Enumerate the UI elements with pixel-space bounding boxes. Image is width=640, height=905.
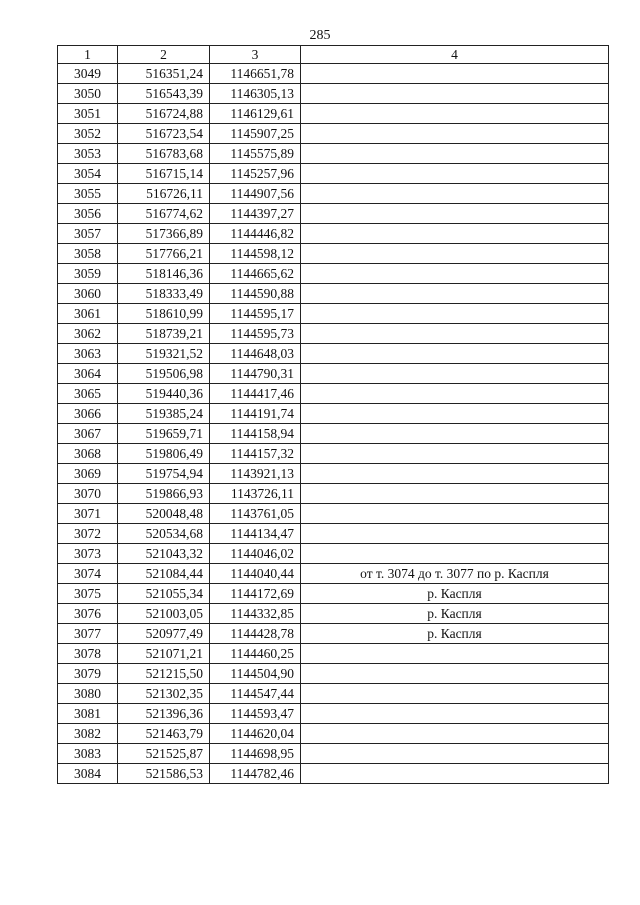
y-coordinate-cell: 1144428,78 bbox=[210, 624, 301, 644]
x-coordinate-cell: 516774,62 bbox=[118, 204, 210, 224]
x-coordinate-cell: 516543,39 bbox=[118, 84, 210, 104]
note-cell bbox=[301, 524, 609, 544]
x-coordinate-cell: 516351,24 bbox=[118, 64, 210, 84]
table-row bbox=[58, 284, 609, 304]
point-number-cell: 3074 bbox=[58, 564, 118, 584]
table-row bbox=[58, 584, 609, 604]
point-number-cell: 3052 bbox=[58, 124, 118, 144]
table-row bbox=[58, 144, 609, 164]
table-row bbox=[58, 124, 609, 144]
x-coordinate-cell: 519806,49 bbox=[118, 444, 210, 464]
table-row bbox=[58, 444, 609, 464]
y-coordinate-cell: 1144046,02 bbox=[210, 544, 301, 564]
table-row bbox=[58, 204, 609, 224]
x-coordinate-cell: 518610,99 bbox=[118, 304, 210, 324]
note-cell: р. Каспля bbox=[301, 584, 609, 604]
table-row bbox=[58, 464, 609, 484]
y-coordinate-cell: 1144598,12 bbox=[210, 244, 301, 264]
note-cell bbox=[301, 684, 609, 704]
y-coordinate-cell: 1144157,32 bbox=[210, 444, 301, 464]
point-number-cell: 3073 bbox=[58, 544, 118, 564]
x-coordinate-cell: 519866,93 bbox=[118, 484, 210, 504]
point-number-cell: 3053 bbox=[58, 144, 118, 164]
x-coordinate-cell: 521525,87 bbox=[118, 744, 210, 764]
y-coordinate-cell: 1143726,11 bbox=[210, 484, 301, 504]
y-coordinate-cell: 1144460,25 bbox=[210, 644, 301, 664]
x-coordinate-cell: 516723,54 bbox=[118, 124, 210, 144]
x-coordinate-cell: 521043,32 bbox=[118, 544, 210, 564]
table-row bbox=[58, 344, 609, 364]
point-number-cell: 3080 bbox=[58, 684, 118, 704]
point-number-cell: 3050 bbox=[58, 84, 118, 104]
point-number-cell: 3060 bbox=[58, 284, 118, 304]
y-coordinate-cell: 1144504,90 bbox=[210, 664, 301, 684]
y-coordinate-cell: 1146651,78 bbox=[210, 64, 301, 84]
note-cell bbox=[301, 104, 609, 124]
y-coordinate-cell: 1144332,85 bbox=[210, 604, 301, 624]
table-row bbox=[58, 424, 609, 444]
point-number-cell: 3057 bbox=[58, 224, 118, 244]
x-coordinate-cell: 521302,35 bbox=[118, 684, 210, 704]
note-cell: от т. 3074 до т. 3077 по р. Каспля bbox=[301, 564, 609, 584]
point-number-cell: 3055 bbox=[58, 184, 118, 204]
table-row bbox=[58, 644, 609, 664]
note-cell bbox=[301, 764, 609, 784]
note-cell bbox=[301, 644, 609, 664]
note-cell bbox=[301, 164, 609, 184]
note-cell bbox=[301, 464, 609, 484]
x-coordinate-cell: 517366,89 bbox=[118, 224, 210, 244]
y-coordinate-cell: 1144590,88 bbox=[210, 284, 301, 304]
column-header-3: 3 bbox=[210, 46, 301, 64]
y-coordinate-cell: 1144158,94 bbox=[210, 424, 301, 444]
table-row bbox=[58, 504, 609, 524]
x-coordinate-cell: 519440,36 bbox=[118, 384, 210, 404]
point-number-cell: 3066 bbox=[58, 404, 118, 424]
x-coordinate-cell: 516783,68 bbox=[118, 144, 210, 164]
table-row bbox=[58, 744, 609, 764]
x-coordinate-cell: 519754,94 bbox=[118, 464, 210, 484]
point-number-cell: 3081 bbox=[58, 704, 118, 724]
x-coordinate-cell: 521084,44 bbox=[118, 564, 210, 584]
point-number-cell: 3062 bbox=[58, 324, 118, 344]
point-number-cell: 3076 bbox=[58, 604, 118, 624]
note-cell bbox=[301, 284, 609, 304]
coordinates-table bbox=[57, 45, 609, 784]
point-number-cell: 3054 bbox=[58, 164, 118, 184]
x-coordinate-cell: 520048,48 bbox=[118, 504, 210, 524]
note-cell bbox=[301, 184, 609, 204]
y-coordinate-cell: 1143921,13 bbox=[210, 464, 301, 484]
x-coordinate-cell: 518146,36 bbox=[118, 264, 210, 284]
table-row bbox=[58, 364, 609, 384]
y-coordinate-cell: 1144446,82 bbox=[210, 224, 301, 244]
x-coordinate-cell: 516726,11 bbox=[118, 184, 210, 204]
table-row bbox=[58, 544, 609, 564]
point-number-cell: 3065 bbox=[58, 384, 118, 404]
y-coordinate-cell: 1144172,69 bbox=[210, 584, 301, 604]
table-row bbox=[58, 404, 609, 424]
table-body bbox=[58, 64, 609, 784]
point-number-cell: 3078 bbox=[58, 644, 118, 664]
note-cell bbox=[301, 124, 609, 144]
x-coordinate-cell: 519659,71 bbox=[118, 424, 210, 444]
table-row bbox=[58, 164, 609, 184]
x-coordinate-cell: 518333,49 bbox=[118, 284, 210, 304]
note-cell: р. Каспля bbox=[301, 604, 609, 624]
note-cell bbox=[301, 544, 609, 564]
table-row bbox=[58, 764, 609, 784]
y-coordinate-cell: 1144698,95 bbox=[210, 744, 301, 764]
point-number-cell: 3072 bbox=[58, 524, 118, 544]
note-cell bbox=[301, 384, 609, 404]
table-row bbox=[58, 724, 609, 744]
y-coordinate-cell: 1144595,17 bbox=[210, 304, 301, 324]
x-coordinate-cell: 521396,36 bbox=[118, 704, 210, 724]
page-number: 285 bbox=[309, 28, 331, 43]
y-coordinate-cell: 1145907,25 bbox=[210, 124, 301, 144]
y-coordinate-cell: 1144417,46 bbox=[210, 384, 301, 404]
note-cell bbox=[301, 264, 609, 284]
note-cell: р. Каспля bbox=[301, 624, 609, 644]
note-cell bbox=[301, 84, 609, 104]
x-coordinate-cell: 516724,88 bbox=[118, 104, 210, 124]
y-coordinate-cell: 1144134,47 bbox=[210, 524, 301, 544]
note-cell bbox=[301, 424, 609, 444]
table-row bbox=[58, 704, 609, 724]
y-coordinate-cell: 1143761,05 bbox=[210, 504, 301, 524]
y-coordinate-cell: 1145575,89 bbox=[210, 144, 301, 164]
table-row bbox=[58, 604, 609, 624]
x-coordinate-cell: 521215,50 bbox=[118, 664, 210, 684]
y-coordinate-cell: 1144782,46 bbox=[210, 764, 301, 784]
x-coordinate-cell: 519321,52 bbox=[118, 344, 210, 364]
y-coordinate-cell: 1146129,61 bbox=[210, 104, 301, 124]
point-number-cell: 3071 bbox=[58, 504, 118, 524]
table-row bbox=[58, 264, 609, 284]
note-cell bbox=[301, 504, 609, 524]
x-coordinate-cell: 520977,49 bbox=[118, 624, 210, 644]
x-coordinate-cell: 521055,34 bbox=[118, 584, 210, 604]
note-cell bbox=[301, 304, 609, 324]
y-coordinate-cell: 1144620,04 bbox=[210, 724, 301, 744]
point-number-cell: 3077 bbox=[58, 624, 118, 644]
table-row bbox=[58, 564, 609, 584]
y-coordinate-cell: 1144593,47 bbox=[210, 704, 301, 724]
note-cell bbox=[301, 664, 609, 684]
point-number-cell: 3075 bbox=[58, 584, 118, 604]
x-coordinate-cell: 520534,68 bbox=[118, 524, 210, 544]
note-cell bbox=[301, 204, 609, 224]
table-row bbox=[58, 304, 609, 324]
table-row bbox=[58, 184, 609, 204]
table-row bbox=[58, 64, 609, 84]
y-coordinate-cell: 1144665,62 bbox=[210, 264, 301, 284]
note-cell bbox=[301, 324, 609, 344]
x-coordinate-cell: 521071,21 bbox=[118, 644, 210, 664]
point-number-cell: 3049 bbox=[58, 64, 118, 84]
column-header-2: 2 bbox=[118, 46, 210, 64]
y-coordinate-cell: 1144191,74 bbox=[210, 404, 301, 424]
y-coordinate-cell: 1145257,96 bbox=[210, 164, 301, 184]
note-cell bbox=[301, 444, 609, 464]
note-cell bbox=[301, 704, 609, 724]
note-cell bbox=[301, 744, 609, 764]
y-coordinate-cell: 1144648,03 bbox=[210, 344, 301, 364]
table-row bbox=[58, 524, 609, 544]
point-number-cell: 3082 bbox=[58, 724, 118, 744]
point-number-cell: 3056 bbox=[58, 204, 118, 224]
table-row bbox=[58, 684, 609, 704]
table-row bbox=[58, 84, 609, 104]
note-cell bbox=[301, 344, 609, 364]
table-row bbox=[58, 484, 609, 504]
column-header-4: 4 bbox=[301, 46, 609, 64]
note-cell bbox=[301, 364, 609, 384]
y-coordinate-cell: 1144790,31 bbox=[210, 364, 301, 384]
x-coordinate-cell: 521463,79 bbox=[118, 724, 210, 744]
point-number-cell: 3070 bbox=[58, 484, 118, 504]
point-number-cell: 3069 bbox=[58, 464, 118, 484]
note-cell bbox=[301, 144, 609, 164]
x-coordinate-cell: 516715,14 bbox=[118, 164, 210, 184]
point-number-cell: 3083 bbox=[58, 744, 118, 764]
point-number-cell: 3051 bbox=[58, 104, 118, 124]
point-number-cell: 3084 bbox=[58, 764, 118, 784]
note-cell bbox=[301, 224, 609, 244]
point-number-cell: 3059 bbox=[58, 264, 118, 284]
y-coordinate-cell: 1144595,73 bbox=[210, 324, 301, 344]
y-coordinate-cell: 1144907,56 bbox=[210, 184, 301, 204]
table-row bbox=[58, 384, 609, 404]
x-coordinate-cell: 521003,05 bbox=[118, 604, 210, 624]
x-coordinate-cell: 521586,53 bbox=[118, 764, 210, 784]
table-row bbox=[58, 664, 609, 684]
column-header-1: 1 bbox=[58, 46, 118, 64]
table-row bbox=[58, 324, 609, 344]
point-number-cell: 3058 bbox=[58, 244, 118, 264]
point-number-cell: 3067 bbox=[58, 424, 118, 444]
y-coordinate-cell: 1144547,44 bbox=[210, 684, 301, 704]
x-coordinate-cell: 519385,24 bbox=[118, 404, 210, 424]
table-row bbox=[58, 244, 609, 264]
y-coordinate-cell: 1144397,27 bbox=[210, 204, 301, 224]
y-coordinate-cell: 1146305,13 bbox=[210, 84, 301, 104]
x-coordinate-cell: 519506,98 bbox=[118, 364, 210, 384]
point-number-cell: 3061 bbox=[58, 304, 118, 324]
x-coordinate-cell: 518739,21 bbox=[118, 324, 210, 344]
point-number-cell: 3068 bbox=[58, 444, 118, 464]
point-number-cell: 3064 bbox=[58, 364, 118, 384]
note-cell bbox=[301, 244, 609, 264]
table-header-row bbox=[58, 46, 609, 64]
note-cell bbox=[301, 724, 609, 744]
y-coordinate-cell: 1144040,44 bbox=[210, 564, 301, 584]
x-coordinate-cell: 517766,21 bbox=[118, 244, 210, 264]
table-row bbox=[58, 224, 609, 244]
note-cell bbox=[301, 484, 609, 504]
point-number-cell: 3063 bbox=[58, 344, 118, 364]
table-row bbox=[58, 104, 609, 124]
note-cell bbox=[301, 64, 609, 84]
table-row bbox=[58, 624, 609, 644]
point-number-cell: 3079 bbox=[58, 664, 118, 684]
note-cell bbox=[301, 404, 609, 424]
